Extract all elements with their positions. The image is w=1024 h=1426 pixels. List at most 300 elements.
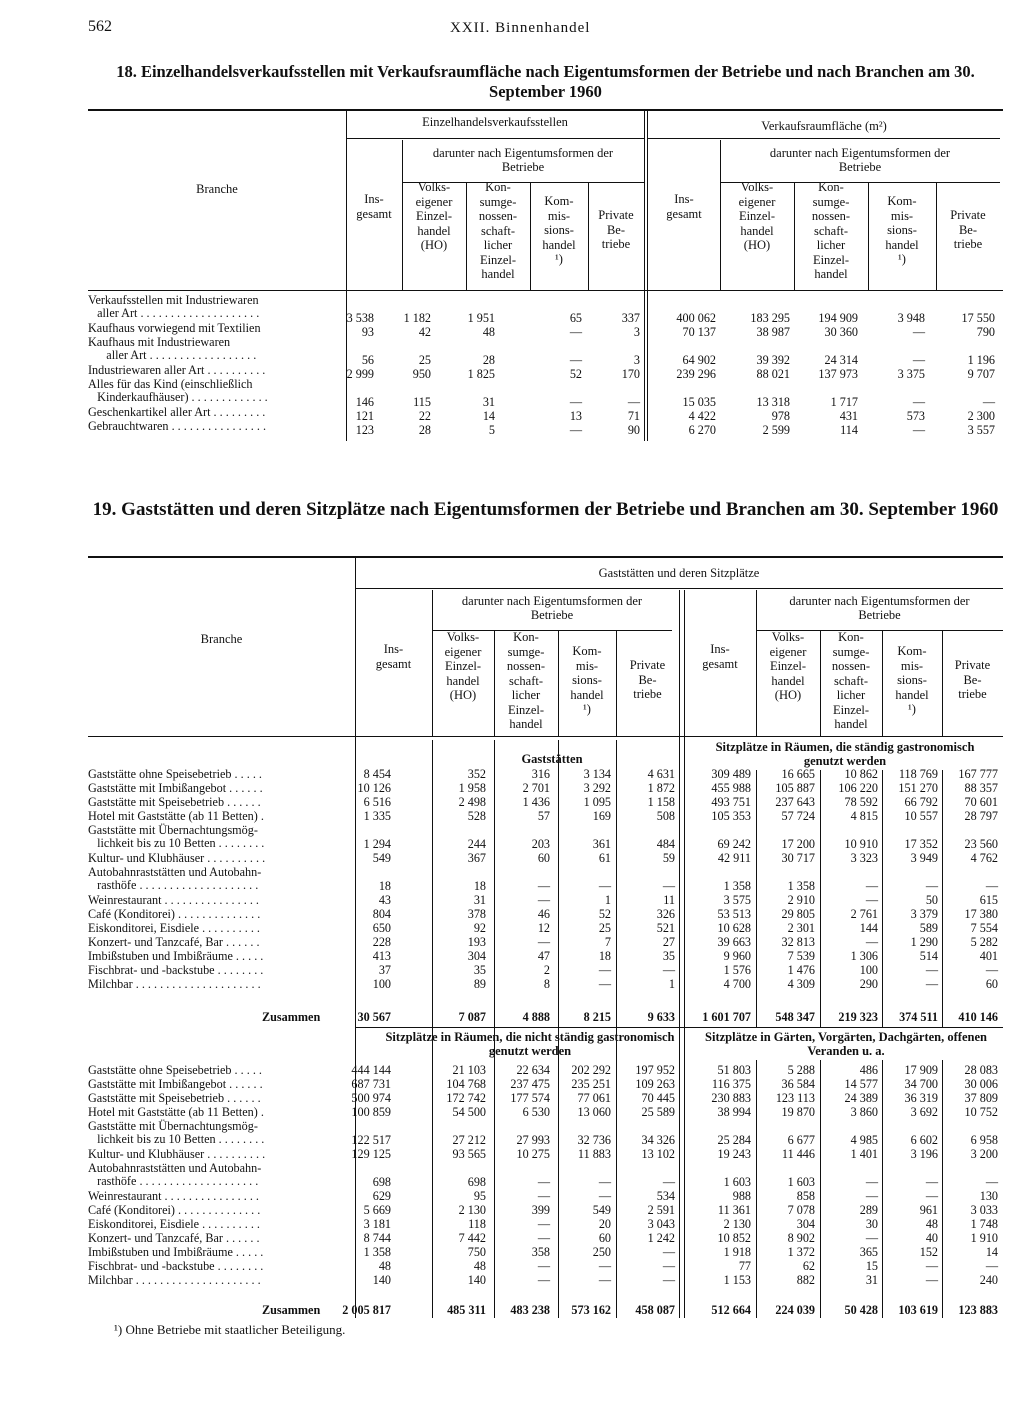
table19-cell: 100 859 <box>351 1105 391 1119</box>
table19-header-rule <box>88 736 1003 737</box>
table19-cell: 1 910 <box>970 1231 998 1245</box>
table18-cell: 183 295 <box>750 311 790 325</box>
table19-cell: 14 577 <box>844 1077 878 1091</box>
table19-cell: — <box>537 1175 550 1189</box>
table19-cell: 6 958 <box>970 1133 998 1147</box>
table19-row-label: Imbißstuben und Imbißräume . . . . . <box>88 1245 264 1259</box>
table18-cell: — <box>912 325 925 339</box>
table19-cell: 3 379 <box>910 907 938 921</box>
table18-darunter-header: darunter nach Eigentumsformen der Betriebe <box>432 146 614 174</box>
table19-row-label: Eiskonditorei, Eisdiele . . . . . . . . . . <box>88 921 260 935</box>
table18-cell: — <box>912 353 925 367</box>
table19-cell: 88 357 <box>964 781 998 795</box>
table19-cell: 18 <box>378 879 391 893</box>
table18-cell: — <box>627 395 640 409</box>
table19-cell: 1 358 <box>723 879 751 893</box>
table19-row-label: Imbißstuben und Imbißräume . . . . . <box>88 949 264 963</box>
table18-cell: 3 557 <box>967 423 995 437</box>
table18-cell: 170 <box>621 367 640 381</box>
table19-cell: 534 <box>656 1189 675 1203</box>
table19-cell: 106 220 <box>838 781 878 795</box>
table19-cell: 521 <box>656 921 675 935</box>
table18-cell: — <box>982 395 995 409</box>
table18-cell: 13 318 <box>756 395 790 409</box>
table18-col-header-2: Private Be- triebe <box>950 208 986 251</box>
table19-cell: 1 358 <box>363 1245 391 1259</box>
table19-total-cell: 219 323 <box>838 1010 878 1024</box>
table18-row-label: Industriewaren aller Art . . . . . . . . . . <box>88 363 266 377</box>
table19-cell: 57 724 <box>781 809 815 823</box>
table19-cell: 3 323 <box>850 851 878 865</box>
table18-cell: 30 360 <box>824 325 858 339</box>
table19-cell: 1 306 <box>850 949 878 963</box>
table19-cell: 500 974 <box>351 1091 391 1105</box>
table19-cell: — <box>537 935 550 949</box>
table19-cell: — <box>537 893 550 907</box>
table19-row-label: Gaststätte mit Imbißangebot . . . . . . <box>88 1077 263 1091</box>
table19-cell: 167 777 <box>958 767 998 781</box>
table19-row-label: Kultur- und Klubhäuser . . . . . . . . . . <box>88 851 266 865</box>
table19-col-header: Private Be- triebe <box>629 658 666 701</box>
table18-cell: 64 902 <box>682 353 716 367</box>
table19-cell: 367 <box>467 851 486 865</box>
table19-cell: 60 <box>598 1231 611 1245</box>
table18-cell: 88 021 <box>756 367 790 381</box>
table19-col-header: Ins- gesamt <box>375 642 412 671</box>
table18-darunter-header-2: darunter nach Eigentumsformen der Betriebe <box>769 146 951 174</box>
table19-cell: 20 <box>598 1217 611 1231</box>
table19-cell: 3 043 <box>647 1217 675 1231</box>
table19-cell: 116 375 <box>711 1077 751 1091</box>
table19-cell: 1 603 <box>787 1175 815 1189</box>
table18-vline <box>644 111 645 441</box>
footnote: ¹) Ohne Betriebe mit staatlicher Beteiligung. <box>114 1322 346 1337</box>
table18-cell: 1 182 <box>403 311 431 325</box>
table18-cell: 431 <box>839 409 858 423</box>
table19-cell: 177 574 <box>510 1091 550 1105</box>
table19-cell: 140 <box>372 1273 391 1287</box>
table19-cell: 27 212 <box>452 1133 486 1147</box>
table19-cell: 3 575 <box>723 893 751 907</box>
table19-cell: 698 <box>372 1175 391 1189</box>
table19-cell: 882 <box>796 1273 815 1287</box>
table19-cell: 105 887 <box>775 781 815 795</box>
table19-cell: 365 <box>859 1245 878 1259</box>
table19-cell: 7 554 <box>970 921 998 935</box>
table19-cell: — <box>662 879 675 893</box>
table19-cell: — <box>865 893 878 907</box>
table19-cell: 11 361 <box>717 1203 751 1217</box>
table19-cell: 304 <box>796 1217 815 1231</box>
table19-cell: 961 <box>919 1203 938 1217</box>
table19-row-label: Gaststätte mit Übernachtungsmög- lichkeit bis zu 10 Betten . . . . . . . . <box>88 823 265 850</box>
table19-row-label: Konzert- und Tanzcafé, Bar . . . . . . <box>88 1231 260 1245</box>
table19-cell: 8 <box>543 977 550 991</box>
table19-cell: 66 792 <box>904 795 938 809</box>
table19-cell: 304 <box>467 949 486 963</box>
table19-row-label: Café (Konditorei) . . . . . . . . . . . . . . <box>88 1203 261 1217</box>
table19-cell: 89 <box>473 977 486 991</box>
table18-cell: — <box>569 423 582 437</box>
table19-cell: 60 <box>537 851 550 865</box>
table19-cell: — <box>537 1217 550 1231</box>
table18-cell: 239 296 <box>676 367 716 381</box>
table19-cell: 21 103 <box>452 1063 486 1077</box>
table19-cell: 25 284 <box>717 1133 751 1147</box>
table19-row-label: Weinrestaurant . . . . . . . . . . . . . . . . <box>88 893 259 907</box>
table18-title: 18. Einzelhandelsverkaufsstellen mit Verkaufsraumfläche nach Eigentumsformen der Betriebe und nach Branchen am 30. September 1960 <box>116 62 975 101</box>
table19-cell: 118 <box>468 1217 486 1231</box>
table19-cell: 1 603 <box>723 1175 751 1189</box>
table19-cell: 92 <box>473 921 486 935</box>
table18-row-label: Alles für das Kind (einschließlich Kinderkaufhäuser) . . . . . . . . . . . . . <box>88 377 268 404</box>
table18-cell: 2 599 <box>762 423 790 437</box>
table19-cell: 1 335 <box>363 809 391 823</box>
table19-cell: 15 <box>865 1259 878 1273</box>
table19-cell: — <box>925 1273 938 1287</box>
table19-cell: 23 560 <box>964 837 998 851</box>
table19-cell: 1 158 <box>647 795 675 809</box>
table18-col-header-2: Ins- gesamt <box>666 192 702 221</box>
table18-group1-header: Einzelhandelsverkaufsstellen <box>422 115 568 129</box>
table19-cell: 129 125 <box>351 1147 391 1161</box>
table18-cell: 9 707 <box>967 367 995 381</box>
table19-cell: 4 631 <box>647 767 675 781</box>
table19-cell: 172 742 <box>446 1091 486 1105</box>
table19-cell: 1 372 <box>787 1245 815 1259</box>
table19-cell: — <box>662 1273 675 1287</box>
table19-cell: 203 <box>531 837 550 851</box>
table18-cell: 93 <box>361 325 374 339</box>
table19-cell: — <box>598 1273 611 1287</box>
table19-cell: 528 <box>467 809 486 823</box>
table19-cell: 455 988 <box>711 781 751 795</box>
table19-cell: 7 442 <box>458 1231 486 1245</box>
table19-cell: 34 700 <box>904 1077 938 1091</box>
table18-cell: 42 <box>418 325 431 339</box>
table19-cell: 36 319 <box>904 1091 938 1105</box>
table19-row-label: Hotel mit Gaststätte (ab 11 Betten) . <box>88 809 264 823</box>
table19-cell: 8 744 <box>363 1231 391 1245</box>
table19-cell: 25 <box>598 921 611 935</box>
table19-cell: — <box>865 1231 878 1245</box>
page-number: 562 <box>88 18 112 35</box>
table19-cell: 2 761 <box>850 907 878 921</box>
table18-cell: 2 300 <box>967 409 995 423</box>
table19-cell: 484 <box>656 837 675 851</box>
table19-cell: 17 380 <box>964 907 998 921</box>
table19-cell: 27 <box>662 935 675 949</box>
table19-cell: 10 275 <box>516 1147 550 1161</box>
table18-cell: 2 999 <box>346 367 374 381</box>
table19-cell: 36 584 <box>781 1077 815 1091</box>
table19-darunter-header: darunter nach Eigentumsformen der Betriebe <box>461 594 643 622</box>
table18-cell: 70 137 <box>682 325 716 339</box>
table19-row-label: Milchbar . . . . . . . . . . . . . . . . . . . . . <box>88 977 261 991</box>
table19-total-cell: 7 087 <box>458 1010 486 1024</box>
table19-cell: 237 475 <box>510 1077 550 1091</box>
table19-row-label: Gaststätte mit Übernachtungsmög- lichkeit bis zu 10 Betten . . . . . . . . <box>88 1119 265 1146</box>
table19-cell: 3 181 <box>363 1217 391 1231</box>
table18-group-rule <box>346 138 644 139</box>
table18-cell: 950 <box>412 367 431 381</box>
table18-col-header: Kon- sumge- nossen- schaft- licher Einzel- handel <box>478 180 518 281</box>
table18-branche-header: Branche <box>196 182 238 196</box>
table18-cell: 13 <box>569 409 582 423</box>
table19-cell: 1 401 <box>850 1147 878 1161</box>
table19-cell: 100 <box>372 977 391 991</box>
table19-cell: 615 <box>979 893 998 907</box>
table18-cell: 978 <box>771 409 790 423</box>
table19-cell: 13 060 <box>577 1105 611 1119</box>
table18-header-rule <box>88 290 1003 291</box>
table19-cell: 486 <box>859 1063 878 1077</box>
table18-cell: — <box>569 395 582 409</box>
table18-cell: — <box>569 325 582 339</box>
table19-cell: 1 290 <box>910 935 938 949</box>
table19-cell: 3 033 <box>970 1203 998 1217</box>
table19-row-label: Autobahnraststätten und Autobahn- rasthöfe . . . . . . . . . . . . . . . . . . . . <box>88 1161 262 1188</box>
table18-cell: — <box>912 395 925 409</box>
table19-total-cell: 8 215 <box>583 1010 611 1024</box>
table19-cell: — <box>598 1189 611 1203</box>
table19-cell: 193 <box>467 935 486 949</box>
table19-cell: — <box>985 1175 998 1189</box>
table19-cell: 202 292 <box>571 1063 611 1077</box>
table19-col-header-2: Kom- mis- sions- handel ¹) <box>895 644 929 716</box>
table19-cell: 10 557 <box>904 809 938 823</box>
table19-cell: 52 <box>598 907 611 921</box>
table19-cell: 326 <box>656 907 675 921</box>
table19-total-label: Zusammen <box>262 1010 321 1024</box>
table19-col-header: Volks- eigener Einzel- handel (HO) <box>444 630 482 702</box>
table18-cell: 17 550 <box>961 311 995 325</box>
table19-cell: 3 134 <box>583 767 611 781</box>
table19-cell: 17 909 <box>904 1063 938 1077</box>
table19-cell: — <box>598 1259 611 1273</box>
table18-cell: 31 <box>482 395 495 409</box>
table18-cell: 115 <box>413 395 431 409</box>
table19-cell: 589 <box>919 921 938 935</box>
table19-col-header-2: Ins- gesamt <box>702 642 738 671</box>
table19-cell: — <box>598 879 611 893</box>
table18-cell: 71 <box>627 409 640 423</box>
table19-cell: 50 <box>925 893 938 907</box>
table18-row-label: Gebrauchtwaren . . . . . . . . . . . . . . . . <box>88 419 267 433</box>
table19-cell: — <box>598 1175 611 1189</box>
table19-cell: — <box>925 1189 938 1203</box>
table19-cell: 34 326 <box>641 1133 675 1147</box>
table19-cell: 104 768 <box>446 1077 486 1091</box>
table18-vline <box>647 111 648 441</box>
table19-cell: 12 <box>537 921 550 935</box>
table19-cell: — <box>598 977 611 991</box>
table19-cell: 35 <box>662 949 675 963</box>
table19-cell: 32 736 <box>577 1133 611 1147</box>
table19-cell: 687 731 <box>351 1077 391 1091</box>
table19-cell: 4 700 <box>723 977 751 991</box>
table19-cell: 17 200 <box>781 837 815 851</box>
table19-cell: 14 <box>985 1245 998 1259</box>
table19-cell: 109 263 <box>635 1077 675 1091</box>
table19-branche-header: Branche <box>200 632 243 646</box>
table19-cell: 30 <box>865 1217 878 1231</box>
table19-cell: 78 592 <box>844 795 878 809</box>
table19-cell: 508 <box>656 809 675 823</box>
table18-cell: 14 <box>482 409 495 423</box>
table19-cell: 8 454 <box>363 767 391 781</box>
table19-cell: 250 <box>592 1245 611 1259</box>
table19-cell: 698 <box>467 1175 486 1189</box>
table19-cell: 57 <box>537 809 550 823</box>
table18-cell: 24 314 <box>824 353 858 367</box>
table19-total-cell: 458 087 <box>635 1303 675 1317</box>
table18-cell: 6 270 <box>688 423 716 437</box>
table19-cell: 11 883 <box>577 1147 611 1161</box>
running-head: XXII. Binnenhandel <box>450 20 591 36</box>
table18-group2-header: Verkaufsraumfläche (m²) <box>761 119 887 133</box>
table19-total-cell: 103 619 <box>898 1303 938 1317</box>
table19-cell: 1 872 <box>647 781 675 795</box>
table19-cell: 6 516 <box>363 795 391 809</box>
table19-total-cell: 512 664 <box>711 1303 751 1317</box>
table19-subhead-right-1: Sitzplätze in Räumen, die ständig gastronomisch genutzt werden <box>715 740 975 768</box>
table19-cell: — <box>662 1245 675 1259</box>
table19-cell: — <box>925 977 938 991</box>
table19-cell: 7 078 <box>787 1203 815 1217</box>
table19-cell: 93 565 <box>452 1147 486 1161</box>
table19-cell: 10 852 <box>717 1231 751 1245</box>
table19-cell: 2 591 <box>647 1203 675 1217</box>
table19-cell: 10 126 <box>357 781 391 795</box>
table19-cell: 1 242 <box>647 1231 675 1245</box>
table19-cell: — <box>662 963 675 977</box>
table19-cell: 514 <box>919 949 938 963</box>
table19-cell: 230 883 <box>711 1091 751 1105</box>
table19-subhead-left-1: Gaststätten <box>521 752 583 766</box>
table19-cell: 2 <box>543 963 550 977</box>
table19-cell: 62 <box>802 1259 815 1273</box>
table19-row-label: Gaststätte ohne Speisebetrieb . . . . . <box>88 767 262 781</box>
table19-cell: 7 <box>604 935 611 949</box>
table19-cell: 37 <box>378 963 391 977</box>
table19-top-rule <box>88 556 1003 558</box>
table19-cell: 7 539 <box>787 949 815 963</box>
table19-cell: 237 643 <box>775 795 815 809</box>
table18-col-header-2: Kon- sumge- nossen- schaft- licher Einzel- handel <box>811 180 851 281</box>
table18-cell: 28 <box>418 423 431 437</box>
table19-cell: 2 498 <box>458 795 486 809</box>
table18-cell: 48 <box>482 325 495 339</box>
table19-cell: 10 628 <box>717 921 751 935</box>
table19-cell: 10 752 <box>964 1105 998 1119</box>
table19-cell: 3 292 <box>583 781 611 795</box>
table19-cell: 3 692 <box>910 1105 938 1119</box>
table19-cell: 2 130 <box>723 1217 751 1231</box>
table19-cell: 316 <box>531 767 550 781</box>
table18-cell: 28 <box>482 353 495 367</box>
table18-cell: 38 987 <box>756 325 790 339</box>
table19-cell: 105 353 <box>711 809 751 823</box>
table18-row-label: Verkaufsstellen mit Industriewaren aller Art . . . . . . . . . . . . . . . . . . . . <box>88 293 260 320</box>
table18-cell: 123 <box>355 423 374 437</box>
table19-cell: 352 <box>467 767 486 781</box>
table19-cell: 2 910 <box>787 893 815 907</box>
table18-cell: 3 <box>633 353 640 367</box>
table19-cell: 5 288 <box>787 1063 815 1077</box>
table19-total-cell: 224 039 <box>775 1303 815 1317</box>
table19-cell: 144 <box>859 921 878 935</box>
table19-cell: 22 634 <box>516 1063 550 1077</box>
table19-cell: 37 809 <box>964 1091 998 1105</box>
table19-row-label: Hotel mit Gaststätte (ab 11 Betten) . <box>88 1105 264 1119</box>
table19-cell: 235 251 <box>571 1077 611 1091</box>
table19-col-header-2: Volks- eigener Einzel- handel (HO) <box>769 630 807 702</box>
table18-cell: 5 <box>488 423 495 437</box>
table19-total-cell: 9 633 <box>647 1010 675 1024</box>
table19-row-label: Gaststätte mit Speisebetrieb . . . . . . <box>88 795 261 809</box>
table19-cell: 650 <box>372 921 391 935</box>
table18-cell: — <box>912 423 925 437</box>
table19-cell: 70 601 <box>964 795 998 809</box>
table19-cell: — <box>662 1259 675 1273</box>
table18-cell: 1 717 <box>830 395 858 409</box>
table19-cell: 378 <box>467 907 486 921</box>
table19-cell: 3 200 <box>970 1147 998 1161</box>
table19-cell: 6 530 <box>522 1105 550 1119</box>
table19-cell: 31 <box>865 1273 878 1287</box>
table19-total-cell: 548 347 <box>775 1010 815 1024</box>
table19-cell: 549 <box>592 1203 611 1217</box>
table19-cell: 1 358 <box>787 879 815 893</box>
table19-cell: 4 762 <box>970 851 998 865</box>
table18-cell: — <box>569 353 582 367</box>
table19-cell: — <box>865 1189 878 1203</box>
table19-cell: 43 <box>378 893 391 907</box>
table18-cell: 65 <box>569 311 582 325</box>
table19-cell: 5 669 <box>363 1203 391 1217</box>
table18-row-label: Kaufhaus vorwiegend mit Textilien <box>88 321 261 335</box>
table19-cell: 1 748 <box>970 1217 998 1231</box>
table19-cell: — <box>537 1259 550 1273</box>
table18-cell: 137 973 <box>818 367 858 381</box>
table19-subhead-right-2: Sitzplätze in Gärten, Vorgärten, Dachgärten, offenen Veranden u. a. <box>705 1030 987 1058</box>
table19-cell: — <box>985 963 998 977</box>
table19-cell: 69 242 <box>717 837 751 851</box>
table19-cell: — <box>537 1231 550 1245</box>
table19-cell: 77 061 <box>577 1091 611 1105</box>
table19-cell: 77 <box>738 1259 751 1273</box>
table19-cell: 11 <box>663 893 675 907</box>
table19-cell: 361 <box>592 837 611 851</box>
table19-cell: 11 446 <box>781 1147 815 1161</box>
table19-cell: 100 <box>859 963 878 977</box>
table19-cell: 399 <box>531 1203 550 1217</box>
table19-cell: 123 113 <box>775 1091 815 1105</box>
table19-cell: 118 769 <box>898 767 938 781</box>
table19-cell: 629 <box>372 1189 391 1203</box>
table19-cell: 289 <box>859 1203 878 1217</box>
table19-cell: 413 <box>372 949 391 963</box>
table18-cell: 3 <box>633 325 640 339</box>
table18-col-header: Private Be- triebe <box>598 208 634 251</box>
table19-cell: 10 862 <box>844 767 878 781</box>
table19-cell: 9 960 <box>723 949 751 963</box>
table19-total-cell: 123 883 <box>958 1303 998 1317</box>
table19-cell: 858 <box>796 1189 815 1203</box>
table19-cell: 8 902 <box>787 1231 815 1245</box>
table19-total-cell: 1 601 707 <box>702 1010 751 1024</box>
